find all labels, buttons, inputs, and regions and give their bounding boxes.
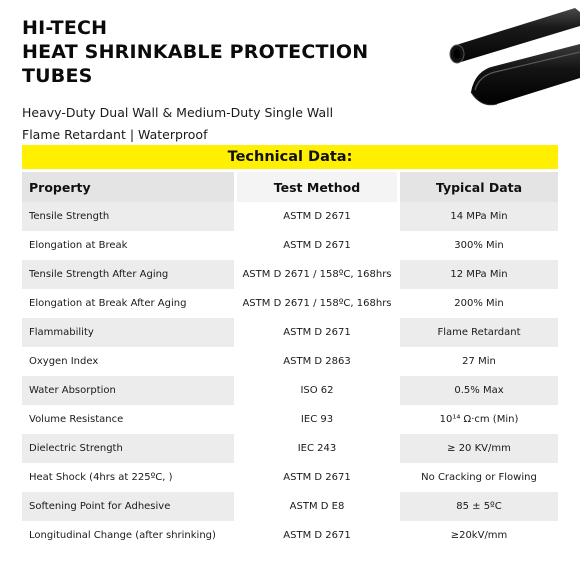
cell-typical-data: 27 Min <box>400 347 558 376</box>
cell-property: Tensile Strength <box>22 202 234 231</box>
column-header-typical-data: Typical Data <box>400 172 558 202</box>
table-header-row <box>22 172 558 202</box>
table-row <box>22 405 558 434</box>
feature-item: Flame Retardant | Waterproof <box>22 126 208 142</box>
feature-item: Heavy-Duty Dual Wall & Medium-Duty Single Wall <box>22 105 334 120</box>
cell-property: Heat Shock (4hrs at 225ºC, ) <box>22 463 234 492</box>
table-row <box>22 289 558 318</box>
cell-test-method: IEC 93 <box>234 405 400 434</box>
table-row <box>22 202 558 231</box>
cell-test-method: ASTM D 2671 / 158ºC, 168hrs <box>234 289 400 318</box>
title-line-1: HI-TECH <box>22 17 108 39</box>
table-row <box>22 347 558 376</box>
table-row <box>22 521 558 550</box>
technical-data-banner: Technical Data: <box>22 145 558 169</box>
cell-test-method: IEC 243 <box>234 434 400 463</box>
cell-property: Longitudinal Change (after shrinking) <box>22 521 234 550</box>
table-row <box>22 231 558 260</box>
technical-data-table <box>22 172 558 550</box>
cell-typical-data: Flame Retardant <box>400 318 558 347</box>
cell-typical-data: ≥ 20 KV/mm <box>400 434 558 463</box>
cell-test-method: ASTM D 2671 <box>234 521 400 550</box>
cell-test-method: ASTM D E8 <box>234 492 400 521</box>
heat-shrink-tubes-image <box>435 0 580 135</box>
cell-property: Elongation at Break <box>22 231 234 260</box>
cell-typical-data: 0.5% Max <box>400 376 558 405</box>
cell-typical-data: 10¹⁴ Ω·cm (Min) <box>400 405 558 434</box>
table-row <box>22 463 558 492</box>
table-row <box>22 492 558 521</box>
column-header-test-method: Test Method <box>234 172 400 202</box>
cell-typical-data: 85 ± 5ºC <box>400 492 558 521</box>
cell-typical-data: No Cracking or Flowing <box>400 463 558 492</box>
cell-property: Flammability <box>22 318 234 347</box>
cell-property: Softening Point for Adhesive <box>22 492 234 521</box>
cell-test-method: ASTM D 2671 <box>234 463 400 492</box>
cell-typical-data: 200% Min <box>400 289 558 318</box>
cell-property: Elongation at Break After Aging <box>22 289 234 318</box>
cell-test-method: ASTM D 2671 <box>234 318 400 347</box>
column-header-property: Property <box>22 172 234 202</box>
table-row <box>22 376 558 405</box>
cell-property: Oxygen Index <box>22 347 234 376</box>
cell-property: Volume Resistance <box>22 405 234 434</box>
cell-typical-data: 300% Min <box>400 231 558 260</box>
table-row <box>22 434 558 463</box>
cell-test-method: ASTM D 2863 <box>234 347 400 376</box>
cell-typical-data: 12 MPa Min <box>400 260 558 289</box>
cell-typical-data: ≥20kV/mm <box>400 521 558 550</box>
table-row <box>22 318 558 347</box>
header <box>22 16 442 167</box>
cell-property: Water Absorption <box>22 376 234 405</box>
cell-property: Dielectric Strength <box>22 434 234 463</box>
cell-test-method: ISO 62 <box>234 376 400 405</box>
cell-property: Tensile Strength After Aging <box>22 260 234 289</box>
table-row <box>22 260 558 289</box>
cell-test-method: ASTM D 2671 <box>234 202 400 231</box>
cell-typical-data: 14 MPa Min <box>400 202 558 231</box>
title-line-2: HEAT SHRINKABLE PROTECTION TUBES <box>22 41 369 87</box>
cell-test-method: ASTM D 2671 / 158ºC, 168hrs <box>234 260 400 289</box>
cell-test-method: ASTM D 2671 <box>234 231 400 260</box>
